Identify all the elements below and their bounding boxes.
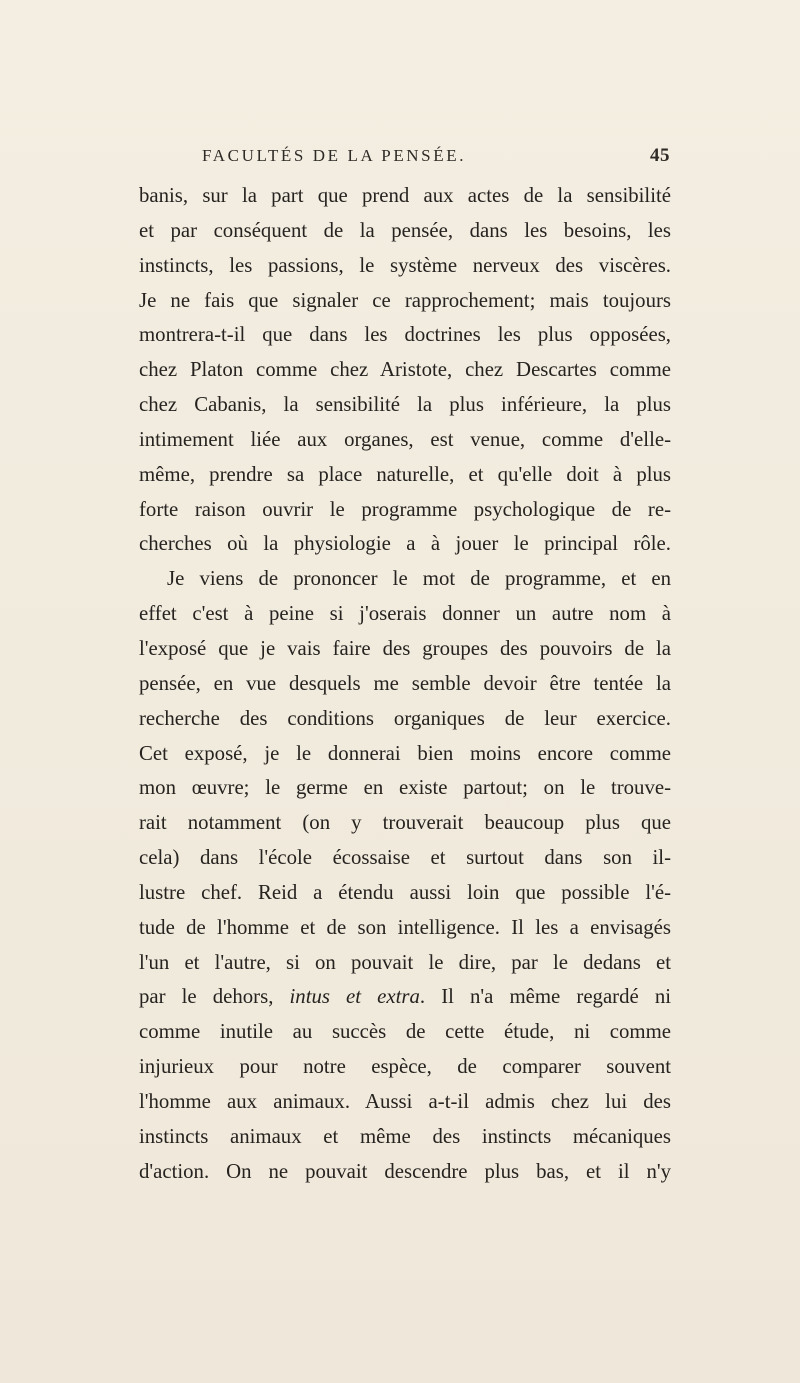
text-line: banis, sur la part que prend aux actes de la sensibilité [139,184,671,207]
text-line: tude de l'homme et de son intelligence. Il les a envisagés [139,915,671,939]
text-segment: . Il n'a même regardé ni [419,985,672,1009]
text-line: injurieux pour notre espèce, de comparer souvent [139,1055,671,1079]
text-line: Je ne fais que signaler ce rapprochement; mais toujours [139,288,671,312]
text-line: Cet exposé, je le donnerai bien moins encore comme [139,741,671,765]
text-line: Je viens de prononcer le mot de programme, et en [167,567,671,591]
text-line: rait notamment (on y trouverait beaucoup plus que [139,811,671,835]
text-line: instincts, les passions, le système nerveux des viscères. [139,253,671,277]
text-line: effet c'est à peine si j'oserais donner un autre nom à [139,602,671,626]
text-line: recherche des conditions organiques de leur exercice. [139,706,671,730]
text-line-with-italic [139,980,671,1015]
page-number: 45 [650,145,670,166]
text-line: l'homme aux animaux. Aussi a-t-il admis chez lui des [139,1089,671,1113]
text-line: forte raison ouvrir le programme psychologique de re- [139,497,671,521]
text-line: même, prendre sa place naturelle, et qu'elle doit à plus [139,462,671,486]
text-segment: par le dehors, [139,985,290,1009]
text-line: intimement liée aux organes, est venue, comme d'elle- [139,427,671,451]
text-line: montrera-t-il que dans les doctrines les plus opposées, [139,323,671,347]
text-line: l'un et l'autre, si on pouvait le dire, par le dedans et [139,950,671,974]
latin-phrase: intus et extra [289,985,420,1009]
text-line: d'action. On ne pouvait descendre plus bas, et il n'y [139,1159,671,1183]
text-line: chez Cabanis, la sensibilité la plus inférieure, la plus [139,393,671,417]
text-line: pensée, en vue desquels me semble devoir être tentée la [139,671,671,695]
running-header [140,146,670,172]
text-line: mon œuvre; le germe en existe partout; on le trouve- [139,776,671,800]
text-line: lustre chef. Reid a étendu aussi loin que possible l'é- [139,880,671,904]
text-line: l'exposé que je vais faire des groupes des pouvoirs de la [139,636,671,660]
text-line: et par conséquent de la pensée, dans les besoins, les [139,218,671,242]
text-line: instincts animaux et même des instincts mécaniques [139,1124,671,1148]
running-title: FACULTÉS DE LA PENSÉE. [202,146,467,165]
body-text [139,179,671,1189]
text-line: cherches où la physiologie a à jouer le principal rôle. [139,532,671,556]
text-line: comme inutile au succès de cette étude, ni comme [139,1020,671,1044]
text-line: chez Platon comme chez Aristote, chez Descartes comme [139,358,671,382]
text-line: cela) dans l'école écossaise et surtout dans son il- [139,846,671,870]
